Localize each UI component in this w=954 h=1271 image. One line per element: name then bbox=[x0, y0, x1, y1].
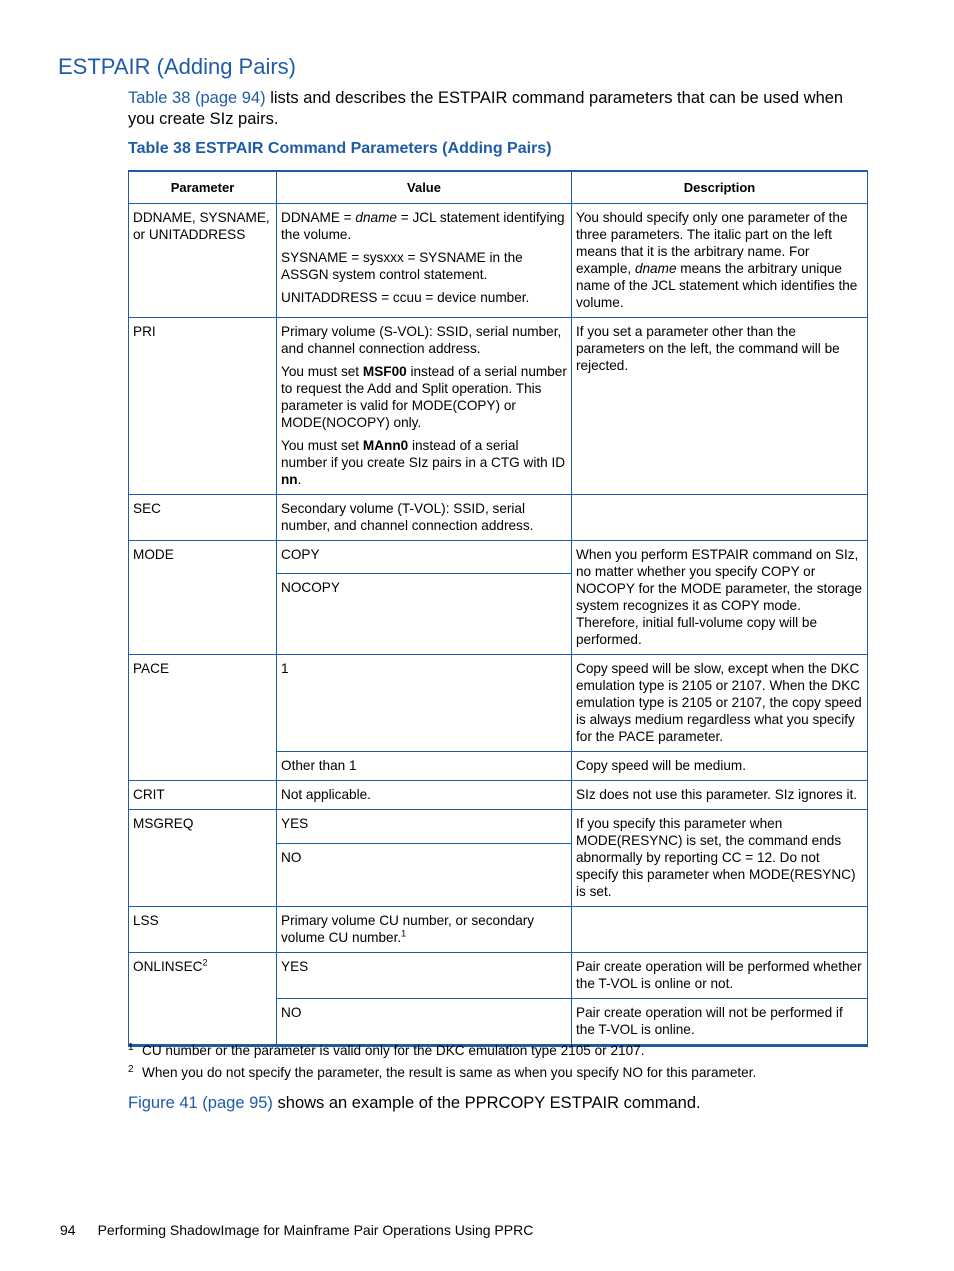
intro-paragraph bbox=[128, 88, 873, 130]
closing-paragraph bbox=[128, 1094, 701, 1113]
value-line: UNITADDRESS = ccuu = device number. bbox=[281, 290, 530, 305]
footnote-mark: 2 bbox=[128, 1064, 134, 1075]
value-cell: YES bbox=[277, 810, 572, 844]
value-cell bbox=[277, 204, 572, 318]
header-value: Value bbox=[277, 171, 572, 204]
param-cell: DDNAME, SYSNAME, or UNITADDRESS bbox=[129, 204, 277, 318]
footnote-ref: 1 bbox=[401, 928, 407, 939]
description-cell: You should specify only one parameter of the three parameters. The italic part on the left means that it is the arbitrary name. For example, dname means the arbitrary unique name of the JCL statement which identifies the volume. bbox=[572, 204, 868, 318]
value-line: You must set MAnn0 instead of a serial number if you create SIz pairs in a CTG with ID nn. bbox=[281, 438, 566, 487]
footnote-text: CU number or the parameter is valid only for the DKC emulation type 2105 or 2107. bbox=[142, 1043, 645, 1058]
value-cell: Not applicable. bbox=[277, 781, 572, 810]
table-row bbox=[129, 318, 868, 495]
footnote-text: When you do not specify the parameter, the result is same as when you specify NO for this parameter. bbox=[142, 1065, 757, 1080]
section-heading: ESTPAIR (Adding Pairs) bbox=[58, 54, 297, 79]
value-cell: YES bbox=[277, 953, 572, 999]
footnote bbox=[128, 1042, 888, 1059]
value-cell bbox=[277, 318, 572, 495]
table-link[interactable]: Table 38 (page 94) bbox=[128, 89, 266, 107]
table-row bbox=[129, 495, 868, 541]
param-cell: LSS bbox=[129, 907, 277, 953]
header-parameter: Parameter bbox=[129, 171, 277, 204]
closing-text: shows an example of the PPRCOPY ESTPAIR command. bbox=[272, 1094, 701, 1112]
header-description: Description bbox=[572, 171, 868, 204]
value-cell: Secondary volume (T-VOL): SSID, serial number, and channel connection address. bbox=[277, 495, 572, 541]
table-caption: Table 38 ESTPAIR Command Parameters (Adding Pairs) bbox=[128, 140, 552, 157]
value-line: You must set MSF00 instead of a serial number to request the Add and Split operation. This parameter is valid for MODE(COPY) or MODE(NOCOPY) only. bbox=[281, 364, 567, 430]
description-cell bbox=[572, 907, 868, 953]
footnote bbox=[128, 1064, 888, 1081]
param-cell: ONLINSEC$^2$ bbox=[129, 953, 277, 1046]
value-cell: NO bbox=[277, 999, 572, 1046]
parameters-table bbox=[128, 170, 868, 1047]
table-row bbox=[129, 204, 868, 318]
description-cell: Copy speed will be slow, except when the DKC emulation type is 2105 or 2107. When the DKC emulation type is 2105 or 2107, the copy speed is always medium regardless what you specify for the PACE parameter. bbox=[572, 655, 868, 752]
table-row bbox=[129, 655, 868, 752]
value-cell: Primary volume CU number, or secondary volume CU number.$^1$ bbox=[277, 907, 572, 953]
table-header-row bbox=[129, 171, 868, 204]
description-cell: Pair create operation will be performed whether the T-VOL is online or not. bbox=[572, 953, 868, 999]
footer-title: Performing ShadowImage for Mainframe Pair Operations Using PPRC bbox=[97, 1222, 534, 1238]
table-footnotes bbox=[128, 1042, 888, 1086]
footnote-mark: 1 bbox=[128, 1042, 134, 1053]
description-cell bbox=[572, 495, 868, 541]
figure-link[interactable]: Figure 41 (page 95) bbox=[128, 1094, 273, 1112]
param-cell: SEC bbox=[129, 495, 277, 541]
description-cell: If you set a parameter other than the parameters on the left, the command will be rejected. bbox=[572, 318, 868, 495]
description-cell: SIz does not use this parameter. SIz ignores it. bbox=[572, 781, 868, 810]
param-cell: CRIT bbox=[129, 781, 277, 810]
table-row bbox=[129, 781, 868, 810]
table-row bbox=[129, 810, 868, 844]
param-cell: PACE bbox=[129, 655, 277, 781]
param-cell: MSGREQ bbox=[129, 810, 277, 907]
value-cell: COPY bbox=[277, 541, 572, 574]
description-cell: If you specify this parameter when MODE(RESYNC) is set, the command ends abnormally by reporting CC = 12. Do not specify this parameter when MODE(RESYNC) is set. bbox=[572, 810, 868, 907]
value-cell: NOCOPY bbox=[277, 573, 572, 654]
description-cell: Copy speed will be medium. bbox=[572, 752, 868, 781]
description-cell: When you perform ESTPAIR command on SIz, no matter whether you specify COPY or NOCOPY for the MODE parameter, the storage system recognizes it as COPY mode. Therefore, initial full-volume copy will be performed. bbox=[572, 541, 868, 655]
value-line: SYSNAME = sysxxx = SYSNAME in the ASSGN system control statement. bbox=[281, 250, 523, 282]
value-cell: 1 bbox=[277, 655, 572, 752]
value-line: Primary volume (S-VOL): SSID, serial number, and channel connection address. bbox=[281, 324, 562, 356]
page-number: 94 bbox=[60, 1222, 76, 1238]
value-cell: NO bbox=[277, 843, 572, 906]
value-line: DDNAME = dname = JCL statement identifying the volume. bbox=[281, 210, 565, 242]
param-cell: PRI bbox=[129, 318, 277, 495]
table-row bbox=[129, 953, 868, 999]
page-footer bbox=[60, 1222, 533, 1238]
table-row bbox=[129, 907, 868, 953]
value-cell: Other than 1 bbox=[277, 752, 572, 781]
description-cell: Pair create operation will not be performed if the T-VOL is online. bbox=[572, 999, 868, 1046]
table-row bbox=[129, 541, 868, 574]
param-cell: MODE bbox=[129, 541, 277, 655]
intro-text: lists and describes the ESTPAIR command parameters that can be used when you create SIz pairs. bbox=[128, 89, 844, 128]
footnote-ref: 2 bbox=[202, 957, 208, 968]
